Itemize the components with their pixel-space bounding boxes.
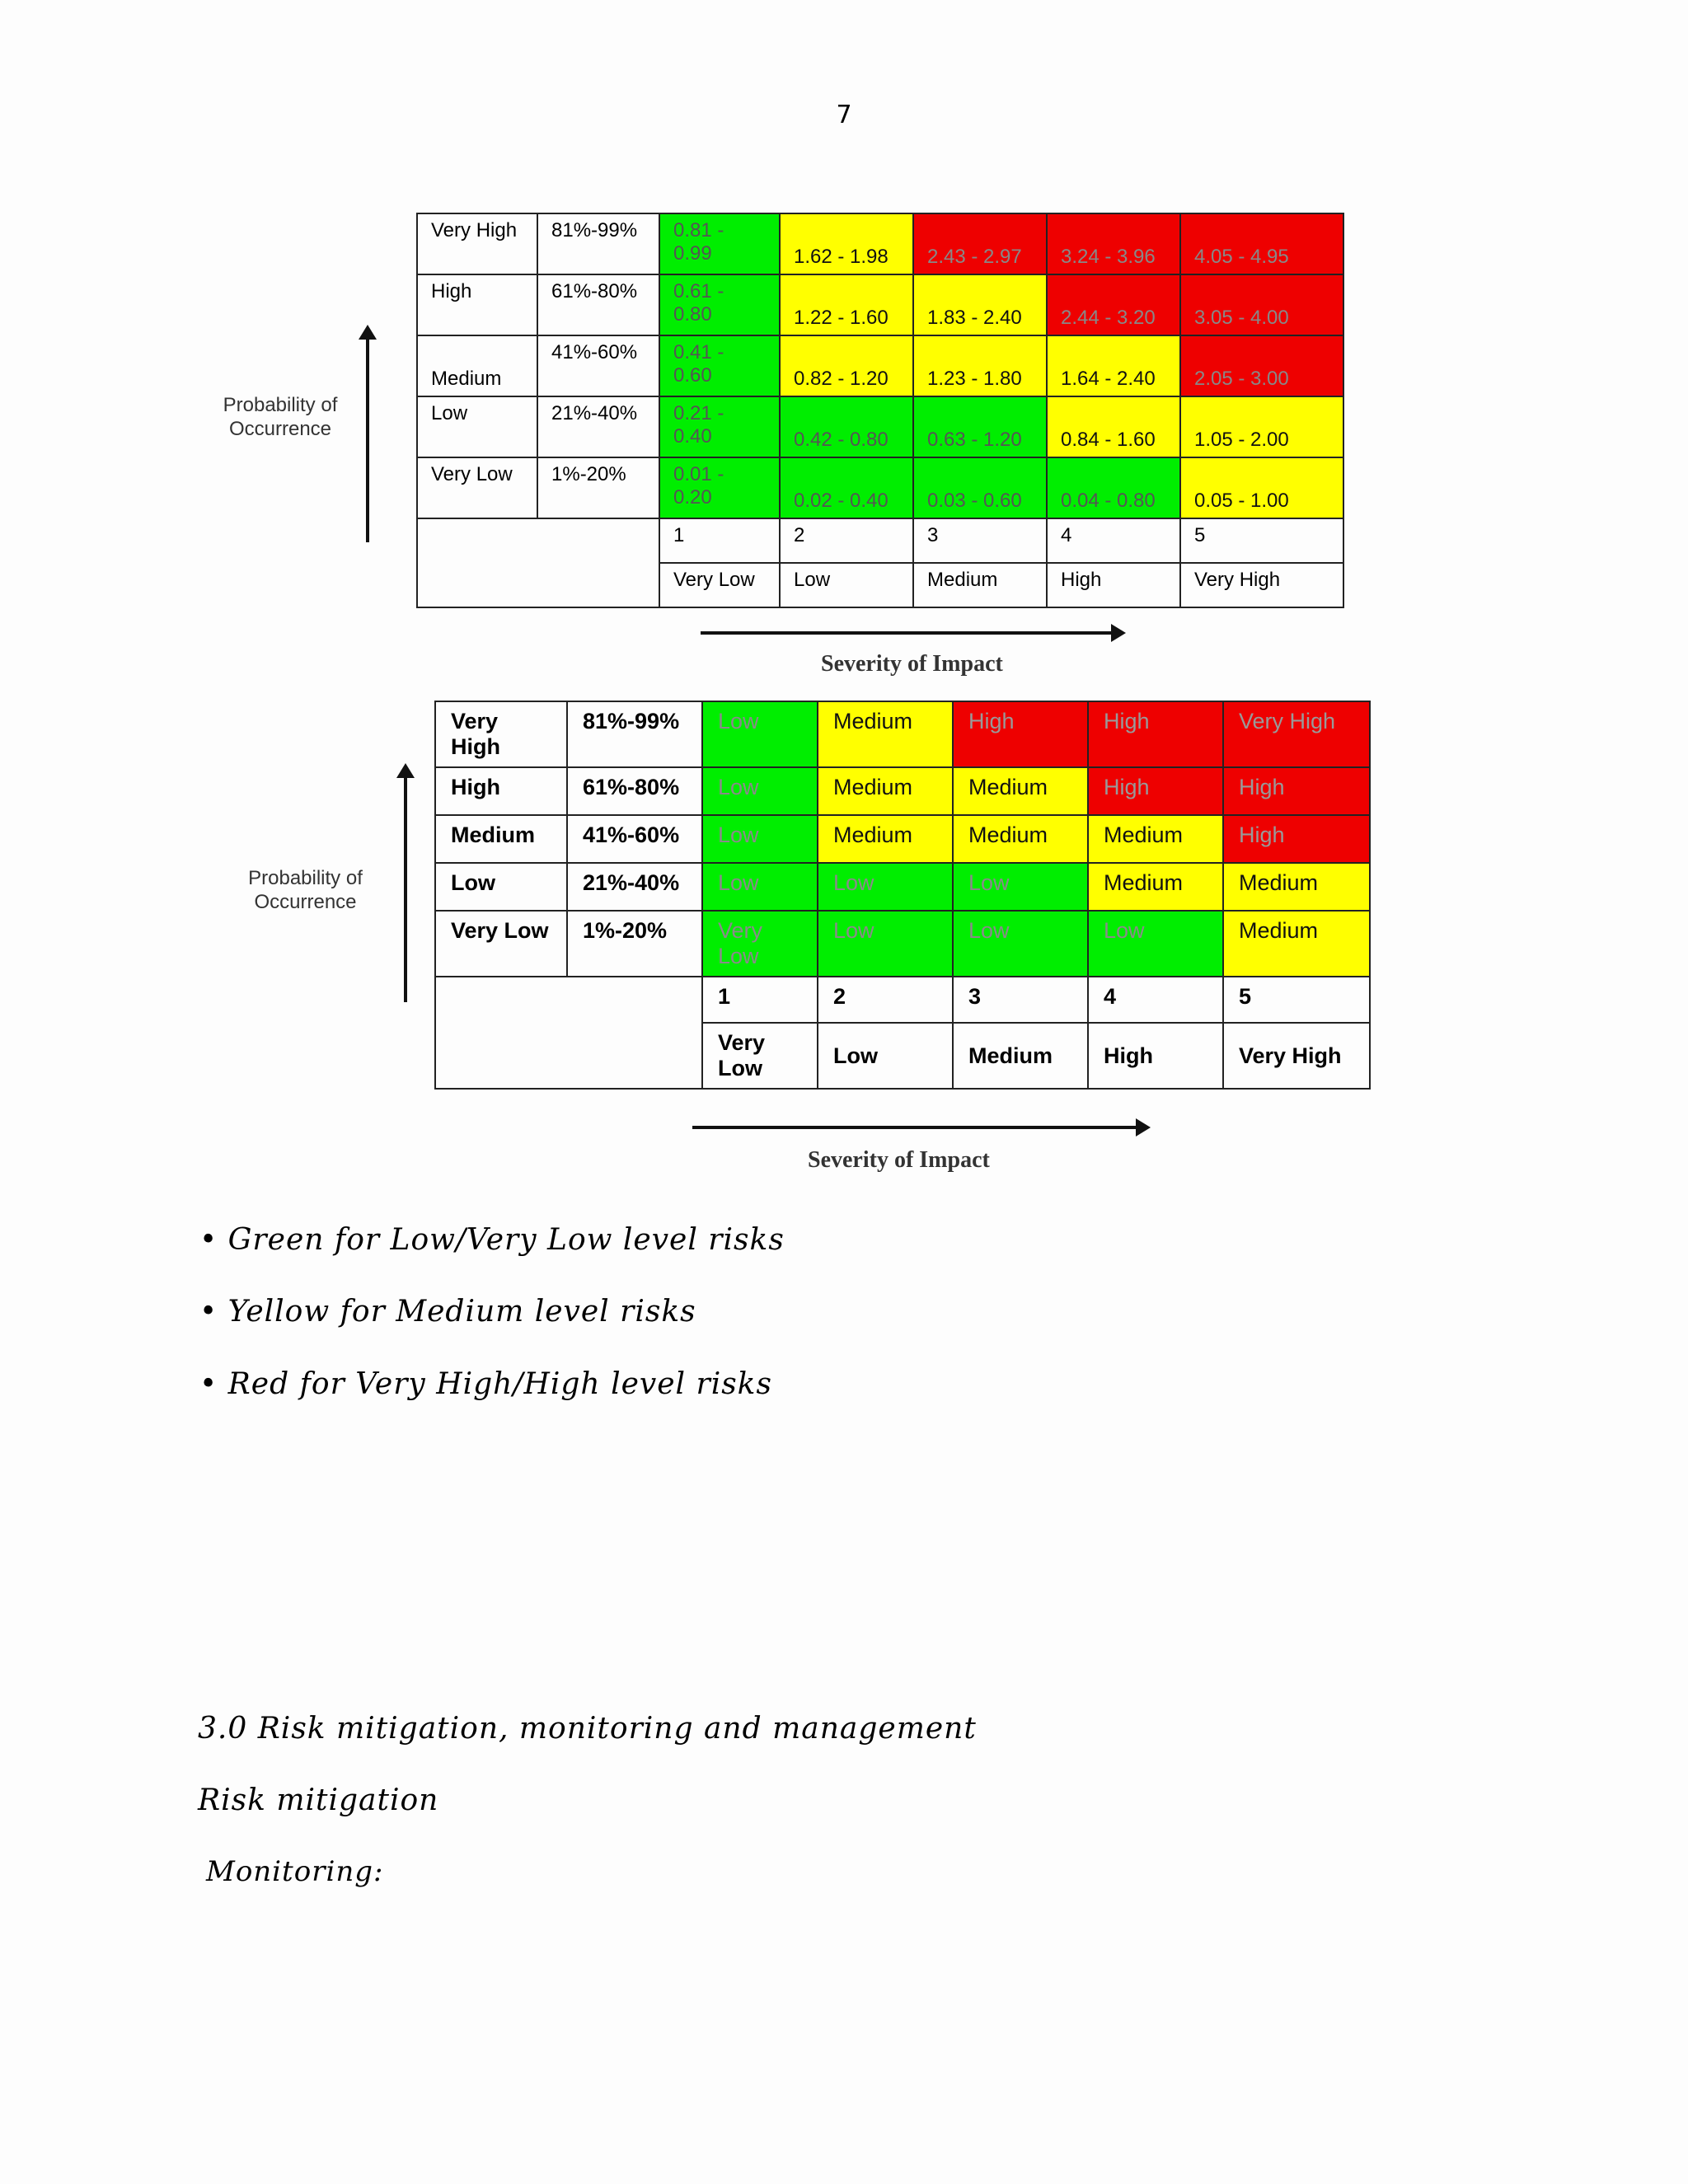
score-cell: 0.42 - 0.80 [780, 396, 913, 457]
impact-label: Medium [953, 1023, 1088, 1089]
level-cell: High [1223, 767, 1370, 815]
impact-number: 2 [780, 518, 913, 563]
probability-level-label: Low [435, 863, 567, 911]
level-cell: Medium [1088, 863, 1223, 911]
probability-range: 81%-99% [567, 701, 702, 767]
impact-number: 3 [953, 977, 1088, 1023]
probability-level-label: Very Low [417, 457, 537, 518]
level-cell: Medium [818, 701, 953, 767]
level-cell: Low [702, 815, 818, 863]
probability-arrow-icon [404, 775, 407, 1002]
score-cell: 3.05 - 4.00 [1180, 274, 1343, 335]
level-cell: High [953, 701, 1088, 767]
level-cell: Low [702, 767, 818, 815]
score-cell: 1.83 - 2.40 [913, 274, 1047, 335]
impact-label: High [1047, 563, 1180, 607]
level-cell: Low [1088, 911, 1223, 977]
probability-level-label: Low [417, 396, 537, 457]
score-cell: 1.05 - 2.00 [1180, 396, 1343, 457]
probability-level-label: Medium [435, 815, 567, 863]
subheading-monitoring: Monitoring: [206, 1855, 384, 1888]
probability-range: 1%-20% [567, 911, 702, 977]
score-cell: 3.24 - 3.96 [1047, 213, 1180, 274]
score-cell: 0.61 - 0.80 [659, 274, 780, 335]
level-cell: High [1223, 815, 1370, 863]
impact-number: 2 [818, 977, 953, 1023]
probability-range: 81%-99% [537, 213, 659, 274]
probability-range: 61%-80% [537, 274, 659, 335]
impact-label: Low [780, 563, 913, 607]
level-cell: Medium [953, 767, 1088, 815]
probability-axis-label: Probability of Occurrence [223, 394, 338, 440]
impact-number: 4 [1088, 977, 1223, 1023]
page-number: 7 [836, 101, 852, 129]
impact-label: High [1088, 1023, 1223, 1089]
impact-number: 1 [702, 977, 818, 1023]
bullet-red: • Red for Very High/High level risks [199, 1367, 772, 1401]
probability-arrow-icon [366, 336, 369, 542]
impact-label: Low [818, 1023, 953, 1089]
impact-label: Medium [913, 563, 1047, 607]
level-cell: High [1088, 767, 1223, 815]
level-cell: Low [953, 911, 1088, 977]
score-cell: 1.64 - 2.40 [1047, 335, 1180, 396]
level-cell: Low [818, 863, 953, 911]
score-cell: 4.05 - 4.95 [1180, 213, 1343, 274]
impact-number: 5 [1180, 518, 1343, 563]
blank-corner [435, 977, 702, 1089]
level-row [435, 767, 1370, 815]
probability-range: 21%-40% [567, 863, 702, 911]
score-row [417, 335, 1343, 396]
score-row [417, 213, 1343, 274]
score-cell: 0.82 - 1.20 [780, 335, 913, 396]
severity-axis-label: Severity of Impact [821, 651, 1003, 677]
level-cell: Medium [953, 815, 1088, 863]
probability-level-label: Very Low [435, 911, 567, 977]
score-cell: 0.84 - 1.60 [1047, 396, 1180, 457]
impact-number-row [417, 518, 1343, 563]
score-cell: 1.22 - 1.60 [780, 274, 913, 335]
score-cell: 1.23 - 1.80 [913, 335, 1047, 396]
score-cell: 0.05 - 1.00 [1180, 457, 1343, 518]
subheading-risk-mitigation: Risk mitigation [198, 1783, 439, 1817]
score-cell: 0.81 - 0.99 [659, 213, 780, 274]
impact-label: Very Low [702, 1023, 818, 1089]
probability-range: 41%-60% [567, 815, 702, 863]
bullet-yellow: • Yellow for Medium level risks [199, 1295, 696, 1329]
level-row [435, 815, 1370, 863]
score-cell: 2.43 - 2.97 [913, 213, 1047, 274]
impact-label: Very High [1180, 563, 1343, 607]
score-row [417, 396, 1343, 457]
impact-number-row [435, 977, 1370, 1023]
level-cell: Medium [1223, 911, 1370, 977]
impact-number: 5 [1223, 977, 1370, 1023]
score-cell: 2.05 - 3.00 [1180, 335, 1343, 396]
severity-arrow-icon [701, 631, 1113, 635]
level-cell: Very Low [702, 911, 818, 977]
level-row [435, 911, 1370, 977]
probability-level-label: High [435, 767, 567, 815]
risk-level-matrix [434, 701, 1371, 1090]
probability-range: 61%-80% [567, 767, 702, 815]
score-cell: 0.63 - 1.20 [913, 396, 1047, 457]
bullet-green: • Green for Low/Very Low level risks [199, 1223, 785, 1257]
score-cell: 0.01 - 0.20 [659, 457, 780, 518]
level-cell: Medium [1088, 815, 1223, 863]
score-cell: 0.04 - 0.80 [1047, 457, 1180, 518]
score-cell: 2.44 - 3.20 [1047, 274, 1180, 335]
impact-label: Very High [1223, 1023, 1370, 1089]
severity-arrow-icon [692, 1126, 1137, 1129]
score-row [417, 457, 1343, 518]
section-heading: 3.0 Risk mitigation, monitoring and management [198, 1712, 977, 1746]
probability-level-label: High [417, 274, 537, 335]
level-cell: High [1088, 701, 1223, 767]
blank-corner [417, 518, 659, 607]
probability-axis-label: Probability of Occurrence [248, 867, 363, 913]
score-cell: 1.62 - 1.98 [780, 213, 913, 274]
probability-level-label: Very High [435, 701, 567, 767]
level-cell: Low [702, 863, 818, 911]
impact-number: 4 [1047, 518, 1180, 563]
risk-score-matrix [416, 213, 1344, 608]
probability-level-label: Very High [417, 213, 537, 274]
level-cell: Low [818, 911, 953, 977]
impact-label: Very Low [659, 563, 780, 607]
impact-number: 3 [913, 518, 1047, 563]
level-cell: Medium [1223, 863, 1370, 911]
level-cell: Low [953, 863, 1088, 911]
probability-range: 1%-20% [537, 457, 659, 518]
score-row [417, 274, 1343, 335]
severity-axis-label: Severity of Impact [808, 1147, 990, 1173]
level-row [435, 701, 1370, 767]
level-row [435, 863, 1370, 911]
level-cell: Medium [818, 815, 953, 863]
score-cell: 0.03 - 0.60 [913, 457, 1047, 518]
score-cell: 0.21 - 0.40 [659, 396, 780, 457]
probability-level-label: Medium [417, 335, 537, 396]
impact-number: 1 [659, 518, 780, 563]
score-cell: 0.41 - 0.60 [659, 335, 780, 396]
level-cell: Very High [1223, 701, 1370, 767]
score-cell: 0.02 - 0.40 [780, 457, 913, 518]
level-cell: Medium [818, 767, 953, 815]
probability-range: 21%-40% [537, 396, 659, 457]
level-cell: Low [702, 701, 818, 767]
probability-range: 41%-60% [537, 335, 659, 396]
